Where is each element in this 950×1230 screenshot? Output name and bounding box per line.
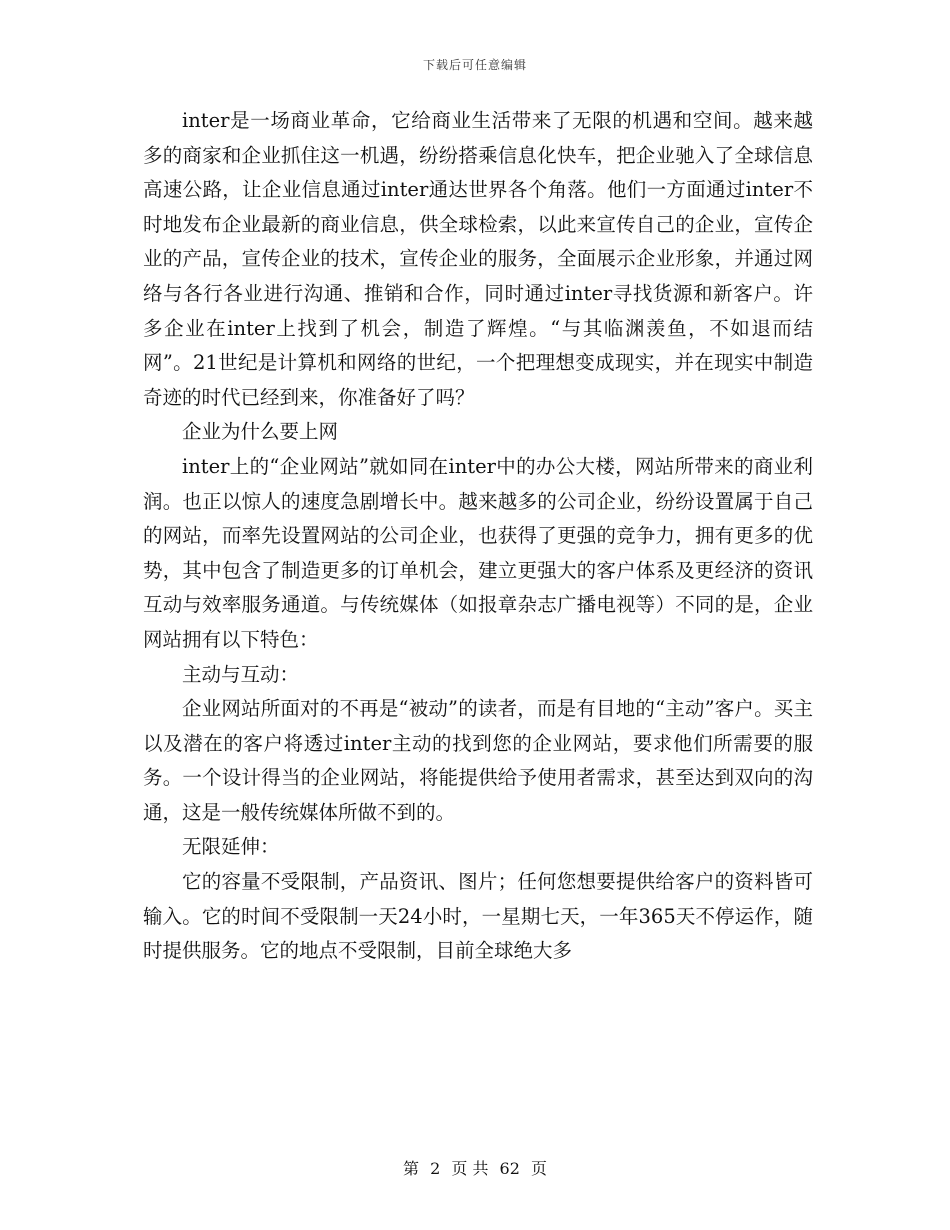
page-number: 2 [430, 1159, 441, 1178]
section-heading-unlimited-extension: 无限延伸： [182, 835, 280, 859]
paragraph-active-interactive: 企业网站所面对的不再是“被动”的读者，而是有目地的“主动”客户。买主以及潜在的客户将透过inter主动的找到您的企业网站，要求他们所需要的服务。一个设计得当的企业网站，将能提供给予使用者需求，甚至达到双向的沟通，这是一般传统媒体所做不到的。 [143, 697, 813, 824]
paragraph-unlimited-extension: 它的容量不受限制，产品资讯、图片；任何您想要提供给客户的资料皆可输入。它的时间不受限制一天24小时，一星期七天，一年365天不停运作，随时提供服务。它的地点不受限制，目前全球绝大多 [143, 870, 813, 963]
footer-prefix: 第 [402, 1159, 419, 1178]
footer-suffix: 页 [531, 1159, 548, 1178]
paragraph-enterprise-website: inter上的“企业网站”就如同在inter中的办公大楼，网站所带来的商业利润。也正以惊人的速度急剧增长中。越来越多的公司企业，纷纷设置属于自己的网站，而率先设置网站的公司企业，也获得了更强的竞争力，拥有更多的优势，其中包含了制造更多的订单机会，建立更强大的客户体系及更经济的资讯互动与效率服务通道。与传统媒体（如报章杂志广播电视等）不同的是，企业网站拥有以下特色： [143, 454, 813, 651]
footer-middle: 页 共 [451, 1159, 489, 1178]
page-total: 62 [499, 1159, 520, 1178]
document-body [143, 104, 813, 969]
page-header: 下载后可任意编辑 [422, 58, 527, 72]
paragraph-intro: inter是一场商业革命，它给商业生活带来了无限的机遇和空间。越来越多的商家和企业抓住这一机遇，纷纷搭乘信息化快车，把企业驰入了全球信息高速公路，让企业信息通过inter通达世界各个角落。他们一方面通过inter不时地发布企业最新的商业信息，供全球检索，以此来宣传自己的企业，宣传企业的产品，宣传企业的技术，宣传企业的服务，全面展示企业形象，并通过网络与各行各业进行沟通、推销和合作，同时通过inter寻找货源和新客户。许多企业在inter上找到了机会，制造了辉煌。“与其临渊羡鱼，不如退而结网”。21世纪是计算机和网络的世纪，一个把理想变成现实，并在现实中制造奇迹的时代已经到来，你准备好了吗？ [143, 109, 813, 409]
page-footer [0, 1156, 950, 1179]
section-heading-active-interactive: 主动与互动： [182, 662, 300, 686]
section-heading-why-online: 企业为什么要上网 [182, 420, 339, 444]
